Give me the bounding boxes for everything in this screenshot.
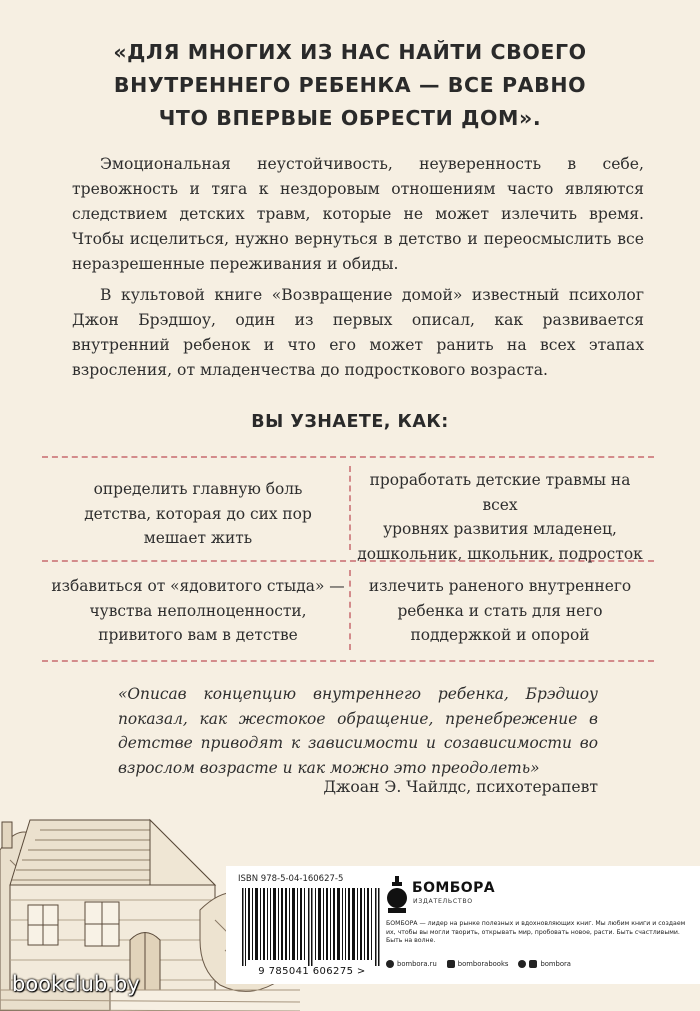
learn-item: определить главную боль детства, которая до сих пор мешает жить: [84, 480, 312, 547]
dashed-divider: [42, 660, 654, 662]
testimonial-author: Джоан Э. Чайлдс, психотерапевт: [323, 778, 598, 796]
barcode-panel: [226, 866, 700, 984]
intro-paragraph-1: Эмоциональная неустойчивость, неуверенность в себе, тревожность и тяга к нездоровым отношениям часто являются следствием детских травм, которые не может излечить время. Чтобы исцелиться, нужно вернуться в детство и переосмыслить все неразрешенные переживания и обиды.: [72, 155, 644, 273]
learn-item: проработать детские травмы на всех уровнях развития младенец, дошкольник, школьник, подросток: [357, 471, 643, 563]
headline-quote: [70, 36, 630, 135]
video-icon: [529, 960, 537, 968]
learn-item: избавиться от «ядовитого стыда» — чувства неполноценности, привитого вам в детстве: [51, 577, 345, 644]
isbn: ISBN 978-5-04-160627-5: [238, 874, 344, 884]
publisher-name: БОМБОРА: [412, 880, 495, 896]
learn-item: излечить раненого внутреннего ребенка и стать для него поддержкой и опорой: [368, 577, 632, 644]
headline-line: «ДЛЯ МНОГИХ ИЗ НАС НАЙТИ СВОЕГО: [113, 40, 587, 64]
headline-line: ЧТО ВПЕРВЫЕ ОБРЕСТИ ДОМ».: [158, 106, 542, 130]
social-telegram[interactable]: bombora: [518, 960, 571, 968]
vk-icon: [447, 960, 455, 968]
barcode-image: [238, 888, 386, 966]
barcode-digits: 9 785041 606275 >: [258, 966, 366, 977]
social-website[interactable]: bombora.ru: [386, 960, 437, 968]
headline-line: ВНУТРЕННЕГО РЕБЕНКА — ВСЕ РАВНО: [113, 73, 587, 97]
watermark: bookclub.by: [12, 972, 140, 996]
bombora-logo-icon: [386, 876, 408, 914]
globe-icon: [386, 960, 394, 968]
dashed-divider: [42, 456, 654, 458]
publisher-socials: [386, 960, 696, 968]
social-vk[interactable]: bomborabooks: [447, 960, 509, 968]
telegram-icon: [518, 960, 526, 968]
publisher-subtitle: ИЗДАТЕЛЬСТВО: [413, 898, 473, 905]
publisher-description: БОМБОРА — лидер на рынке полезных и вдохновляющих книг. Мы любим книги и создаем их, чтобы вы могли творить, открывать мир, пробовать новое, расти. Быть счастливыми. Быть на волне.: [386, 920, 686, 945]
intro-paragraph-2: В культовой книге «Возвращение домой» известный психолог Джон Брэдшоу, один из первых описал, как развивается внутренний ребенок и что его может ранить на всех этапах взросления, от младенчества до подросткового возраста.: [72, 286, 644, 379]
learn-section-title: ВЫ УЗНАЕТЕ, КАК:: [251, 412, 449, 432]
testimonial-quote: «Описав концепцию внутреннего ребенка, Брэдшоу показал, как жестокое обращение, пренебрежение в детстве приводят к зависимости и созависимости во взрослом возрасте и как можно это преодолеть»: [118, 685, 598, 777]
